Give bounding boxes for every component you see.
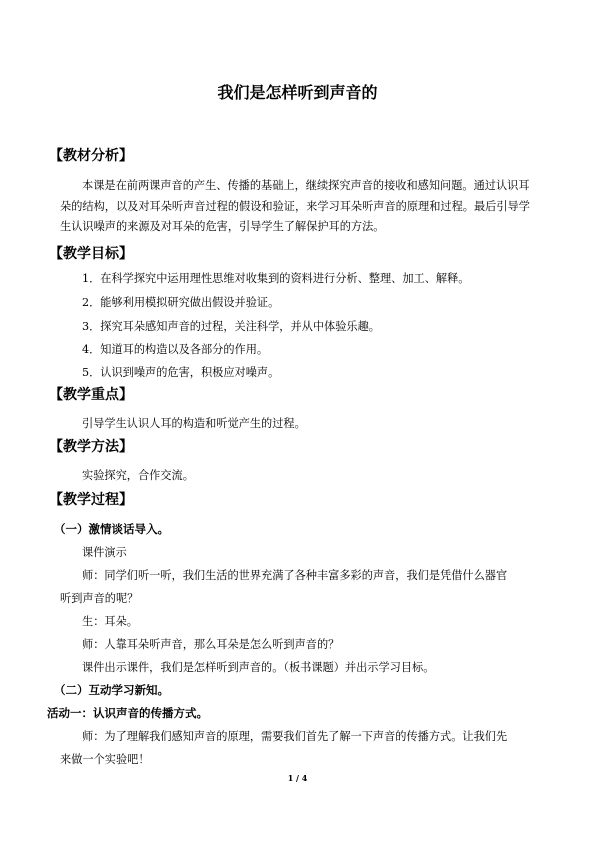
process-line-2b: 听到声音的呢？ <box>60 592 139 605</box>
goal-item-3: 3．探究耳朵感知声音的过程，关注科学，并从中体验乐趣。 <box>82 320 380 333</box>
page-number: 1 / 4 <box>287 773 308 783</box>
goal-item-1: 1．在科学探究中运用理性思维对收集到的资料进行分析、整理、加工、解释。 <box>82 272 470 285</box>
heading-process: 【教学过程】 <box>49 492 133 508</box>
method-text: 实验探究，合作交流。 <box>82 469 194 482</box>
process-line-5: 课件出示课件，我们是怎样听到声音的。（板书课题）并出示学习目标。 <box>82 661 435 674</box>
focus-text: 引导学生认识人耳的构造和听觉产生的过程。 <box>82 417 306 430</box>
activity-1-title: 活动一：认识声音的传播方式。 <box>47 706 208 720</box>
process-part-2: （二）互动学习新知。 <box>54 683 169 697</box>
heading-focus: 【教学重点】 <box>49 387 133 403</box>
heading-analysis: 【教材分析】 <box>49 148 133 164</box>
heading-goals: 【教学目标】 <box>49 246 133 262</box>
process-part-1: （一）激情谈话导入。 <box>54 522 169 536</box>
process-line-1: 课件演示 <box>82 546 127 559</box>
process-line-6a: 师：为了理解我们感知声音的原理，需要我们首先了解一下声音的传播方式。让我们先 <box>82 730 508 743</box>
analysis-paragraph: 本课是在前两课声音的产生、传播的基础上，继续探究声音的接收和感知问题。通过认识耳朵的结构，以及对耳朵听声音过程的假设和验证，来学习耳朵听声音的原理和过程。最后引导学生认识噪声的来源及对耳朵的危害，引导学生了解保护耳的方法。 <box>60 179 530 233</box>
document-title: 我们是怎样听到声音的 <box>217 83 378 102</box>
goal-item-5: 5．认识到噪声的危害，积极应对噪声。 <box>82 366 280 379</box>
goal-item-4: 4．知道耳的构造以及各部分的作用。 <box>82 343 269 356</box>
goal-item-2: 2．能够利用模拟研究做出假设并验证。 <box>82 296 280 309</box>
process-line-3: 生：耳朵。 <box>82 615 138 628</box>
process-line-6b: 来做一个实验吧！ <box>60 753 150 766</box>
process-line-2a: 师：同学们听一听，我们生活的世界充满了各种丰富多彩的声音，我们是凭借什么器官 <box>82 569 508 582</box>
heading-method: 【教学方法】 <box>49 439 133 455</box>
process-line-4: 师：人靠耳朵听声音，那么耳朵是怎么听到声音的？ <box>82 638 340 651</box>
